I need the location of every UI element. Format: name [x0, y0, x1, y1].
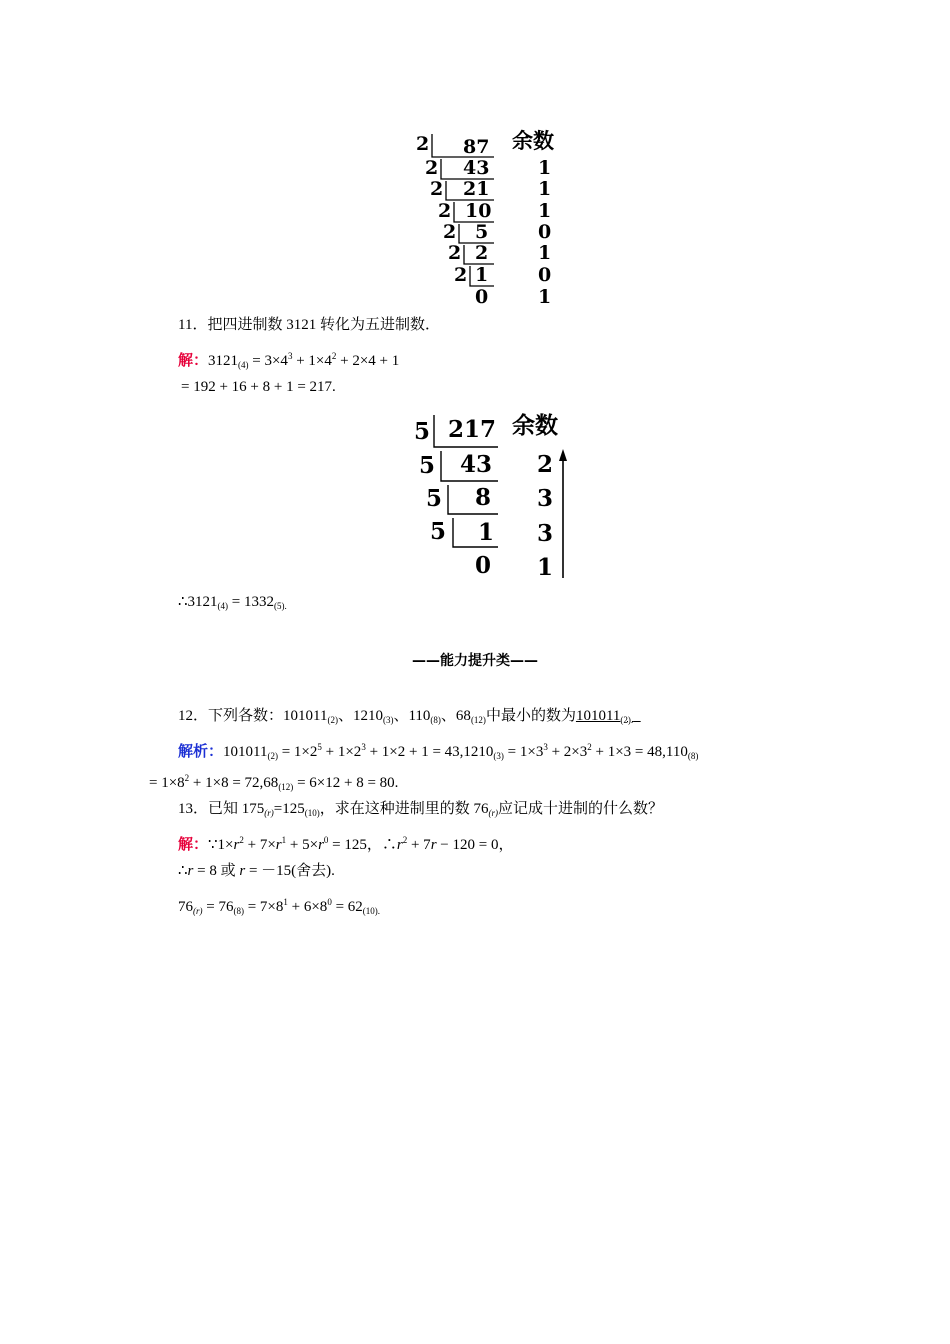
remainder: 2	[537, 451, 554, 478]
quotient: 87	[463, 136, 490, 158]
quotient: 0	[475, 552, 492, 579]
question-11-solution-line1: 解：$3121_{(4)} = 3\times 4^3 + 1\times 4^2 + 2\times 4 + 1$	[178, 351, 400, 370]
division-figure-87	[400, 128, 580, 310]
quotient: 43	[460, 451, 493, 478]
divisor: 2	[443, 221, 457, 243]
remainder: 0	[538, 264, 552, 286]
question-11-conclusion: $\therefore 3121_{(4)} = 1332_{(5).}$	[178, 594, 287, 611]
remainder: 1	[537, 554, 554, 581]
analysis-label: 解析：	[178, 744, 224, 760]
remainder-header: 余数	[512, 412, 558, 439]
remainder: 3	[537, 485, 554, 512]
question-11-prompt: 11．把四进制数 3121 转化为五进制数．	[178, 317, 440, 333]
question-13-prompt: 13．已知 $175_{(r)}=125_{(10)}$，求在这种进制里的数 $76_{(r)}$应记成十进制的什么数？	[178, 801, 664, 818]
divisor: 5	[430, 518, 447, 545]
solution-label: 解：	[178, 837, 209, 853]
divisor: 2	[454, 264, 468, 286]
upward-arrow-icon	[559, 449, 567, 578]
remainder: 3	[537, 520, 554, 547]
question-11-solution-line2: = 192 + 16 + 8 + 1 = 217.	[181, 379, 336, 395]
divisor: 5	[419, 452, 436, 479]
remainder-header: 余数	[512, 128, 554, 153]
remainder: 0	[538, 221, 552, 243]
quotient: 217	[448, 416, 497, 443]
divisor: 5	[414, 418, 431, 445]
question-13-solution-line1: 解：$\because 1\times r^2 + 7\times r^1 + 5\times r^0 = 125$，$\therefore r^2 + 7r - 120 = 0$，	[178, 835, 514, 853]
section-heading: ——能力提升类——	[412, 653, 538, 669]
quotient: 0	[475, 286, 489, 308]
question-13-solution-line2: ∴r = 8 或 r = －15(舍去).	[178, 863, 335, 879]
division-figure-217	[408, 405, 578, 583]
quotient: 5	[475, 221, 489, 243]
question-13-solution-line3: $76_{(r)} = 76_{(8)} = 7\times 8^1 + 6\times 8^0 = 62_{(10).}$	[178, 897, 381, 916]
quotient: 10	[465, 200, 492, 222]
divisor: 2	[430, 178, 444, 200]
answer-blank: $101011_{(2).}$	[575, 708, 634, 725]
question-12-analysis-line1: 解析：$101011_{(2)} = 1\times 2^5 + 1\times 2^3 + 1\times 2 + 1 = 43,1210_{(3)} = 1\times 3^3 + 2\times 3^2 + 1\times 3 = 48,110_{(8)}$	[178, 742, 699, 761]
quotient: 43	[463, 157, 490, 179]
quotient: 2	[475, 242, 489, 264]
divisor: 2	[416, 133, 430, 155]
remainder: 1	[538, 242, 552, 264]
divisor: 2	[438, 200, 452, 222]
divisor: 5	[426, 485, 443, 512]
divisor: 2	[425, 157, 439, 179]
solution-label: 解：	[178, 353, 209, 369]
remainder: 1	[538, 157, 552, 179]
divisor: 2	[448, 242, 462, 264]
quotient: 1	[478, 519, 495, 546]
quotient: 8	[475, 484, 492, 511]
remainder: 1	[538, 286, 552, 308]
quotient: 21	[463, 178, 490, 200]
remainder: 1	[538, 178, 552, 200]
quotient: 1	[475, 264, 489, 286]
remainder: 1	[538, 200, 552, 222]
question-12-analysis-line2: = $1\times 8^2 + 1\times 8 = 72,68_{(12)} = 6\times 12 + 8 = 80$.	[149, 773, 399, 792]
question-12-prompt: 12．下列各数：$101011_{(2)}$、$1210_{(3)}$、$110_{(8)}$、$68_{(12)}$中最小的数为$101011_{(2).}$	[178, 706, 641, 730]
